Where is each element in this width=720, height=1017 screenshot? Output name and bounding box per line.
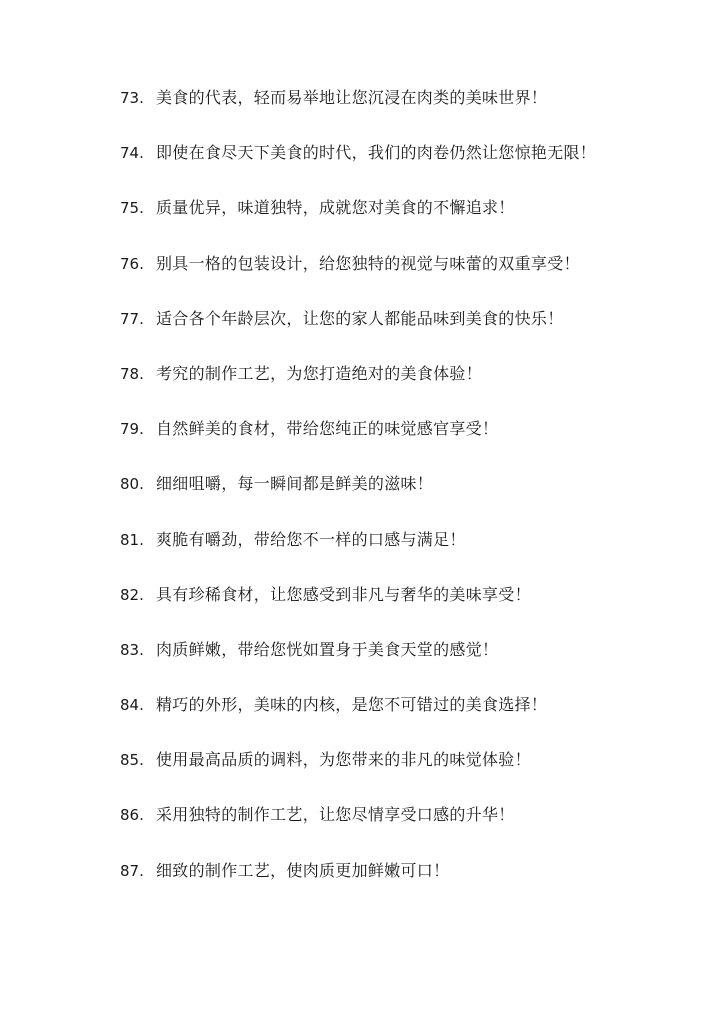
item-number: 73. [120, 89, 144, 107]
list-item [120, 362, 680, 417]
item-text: 适合各个年龄层次，让您的家人都能品味到美食的快乐！ [156, 308, 564, 328]
item-number: 74. [120, 144, 144, 163]
item-text: 细细咀嚼，每一瞬间都是鲜美的滋味！ [156, 474, 434, 494]
list-item [120, 86, 680, 141]
item-number: 75. [120, 199, 144, 218]
item-text: 具有珍稀食材，让您感受到非凡与奢华的美味享受！ [156, 584, 531, 604]
item-text: 考究的制作工艺，为您打造绝对的美食体验！ [156, 363, 483, 383]
list-item [120, 307, 680, 362]
list-item [120, 252, 680, 307]
list-item [120, 638, 680, 693]
item-number: 81. [120, 530, 144, 549]
item-number: 87. [120, 861, 144, 880]
list-item [120, 141, 680, 196]
list-item [120, 583, 680, 638]
list-item [120, 472, 680, 527]
item-number: 85. [120, 751, 144, 770]
item-text: 别具一格的包装设计，给您独特的视觉与味蕾的双重享受！ [156, 253, 580, 273]
list-item [120, 528, 680, 583]
item-number: 78. [120, 364, 144, 383]
item-number: 79. [120, 420, 144, 439]
list-item [120, 417, 680, 472]
item-number: 82. [120, 585, 144, 604]
item-text: 自然鲜美的食材，带给您纯正的味觉感官享受！ [156, 419, 499, 439]
item-text: 精巧的外形，美味的内核，是您不可错过的美食选择！ [156, 695, 548, 715]
item-number: 77. [120, 309, 144, 328]
item-text: 采用独特的制作工艺，让您尽情享受口感的升华！ [156, 805, 515, 825]
list-item [120, 196, 680, 251]
item-number: 80. [120, 475, 144, 494]
item-number: 76. [120, 254, 144, 273]
list-item [120, 693, 680, 748]
item-text: 美食的代表，轻而易举地让您沉浸在肉类的美味世界！ [156, 88, 548, 107]
item-number: 83. [120, 640, 144, 659]
list-item [120, 803, 680, 858]
item-text: 细致的制作工艺，使肉质更加鲜嫩可口！ [156, 860, 450, 880]
item-text: 爽脆有嚼劲，带给您不一样的口感与满足！ [156, 529, 466, 549]
item-text: 使用最高品质的调料，为您带来的非凡的味觉体验！ [156, 750, 531, 770]
item-text: 质量优异，味道独特，成就您对美食的不懈追求！ [156, 198, 515, 218]
item-text: 肉质鲜嫩，带给您恍如置身于美食天堂的感觉！ [156, 639, 499, 659]
item-number: 86. [120, 806, 144, 825]
list-item [120, 748, 680, 803]
slogan-list [120, 86, 680, 914]
item-number: 84. [120, 696, 144, 715]
item-text: 即使在食尽天下美食的时代，我们的肉卷仍然让您惊艳无限！ [156, 143, 597, 163]
list-item [120, 859, 680, 914]
